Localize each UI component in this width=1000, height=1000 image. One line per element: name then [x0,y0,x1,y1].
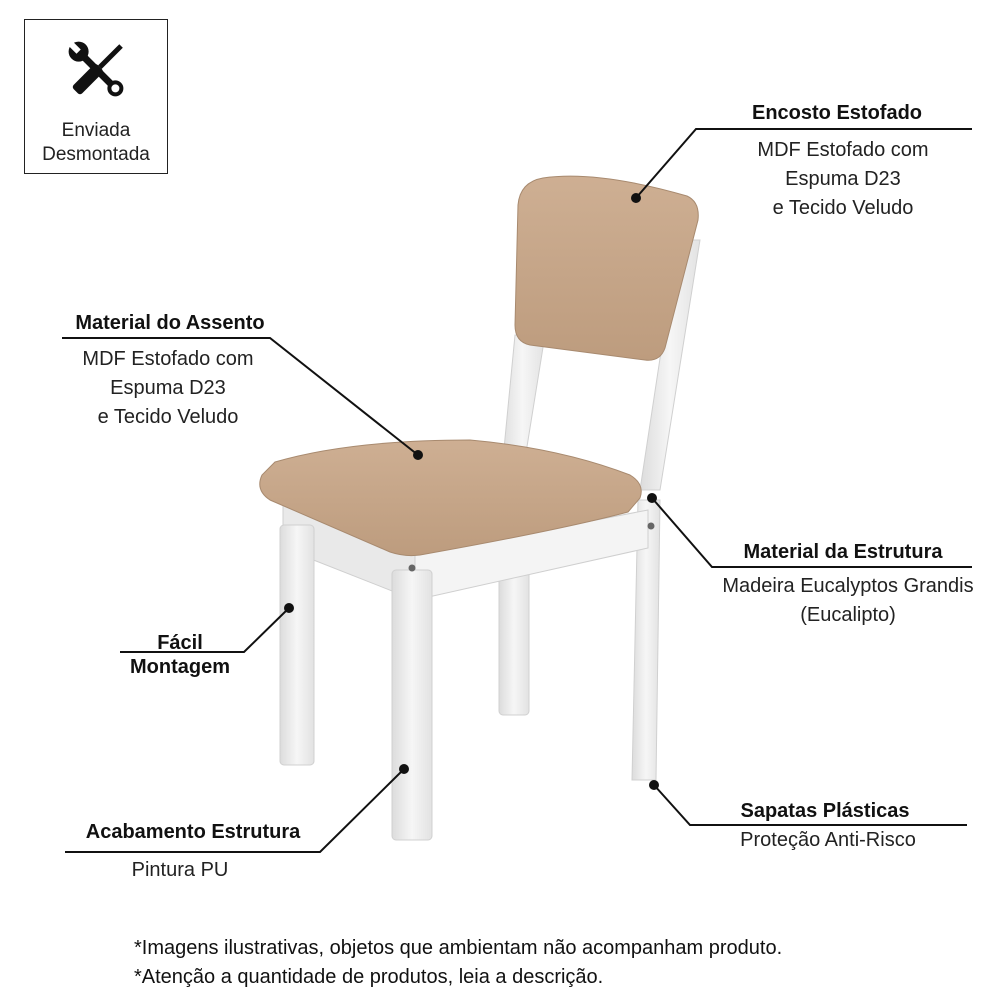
encosto-line: Espuma D23 [785,168,901,190]
encosto-line: e Tecido Veludo [772,197,914,219]
assento-line: Espuma D23 [110,377,226,399]
assento-line: e Tecido Veludo [97,406,239,428]
screw [409,565,416,572]
badge-line-2: Desmontada [42,144,150,165]
front-right-leg [392,570,432,840]
assento-line: MDF Estofado com [82,348,254,370]
sapatas-title: Sapatas Plásticas [740,800,910,822]
front-left-leg [280,525,314,765]
badge-line-1: Enviada [61,120,131,141]
montagem-title-line: Fácil [157,632,203,654]
assento-title: Material do Assento [75,312,265,334]
montagem-title-line: Montagem [130,656,230,678]
estrutura-description [722,572,973,630]
point-sapatas [649,780,659,790]
screw [648,523,655,530]
encosto-title: Encosto Estofado [751,102,923,124]
disclaimer-note-1: *Imagens ilustrativas, objetos que ambientam não acompanham produto. [134,937,783,959]
point-assento [413,450,423,460]
estrutura-line: Madeira Eucalyptos Grandis [722,575,974,597]
encosto-description [757,136,928,223]
assento-description [82,345,253,432]
acabamento-title: Acabamento Estrutura [85,821,301,843]
acabamento-description: Pintura PU [131,859,229,881]
estrutura-title: Material da Estrutura [743,541,943,563]
point-encosto [631,193,641,203]
encosto-line: MDF Estofado com [757,139,929,161]
estrutura-line: (Eucalipto) [800,604,896,626]
montagem-title [130,631,230,679]
disclaimer-note-2: *Atenção a quantidade de produtos, leia a descrição. [134,966,604,988]
point-montagem [284,603,294,613]
point-acabamento [399,764,409,774]
sapatas-description: Proteção Anti-Risco [740,829,916,851]
point-estrutura [647,493,657,503]
